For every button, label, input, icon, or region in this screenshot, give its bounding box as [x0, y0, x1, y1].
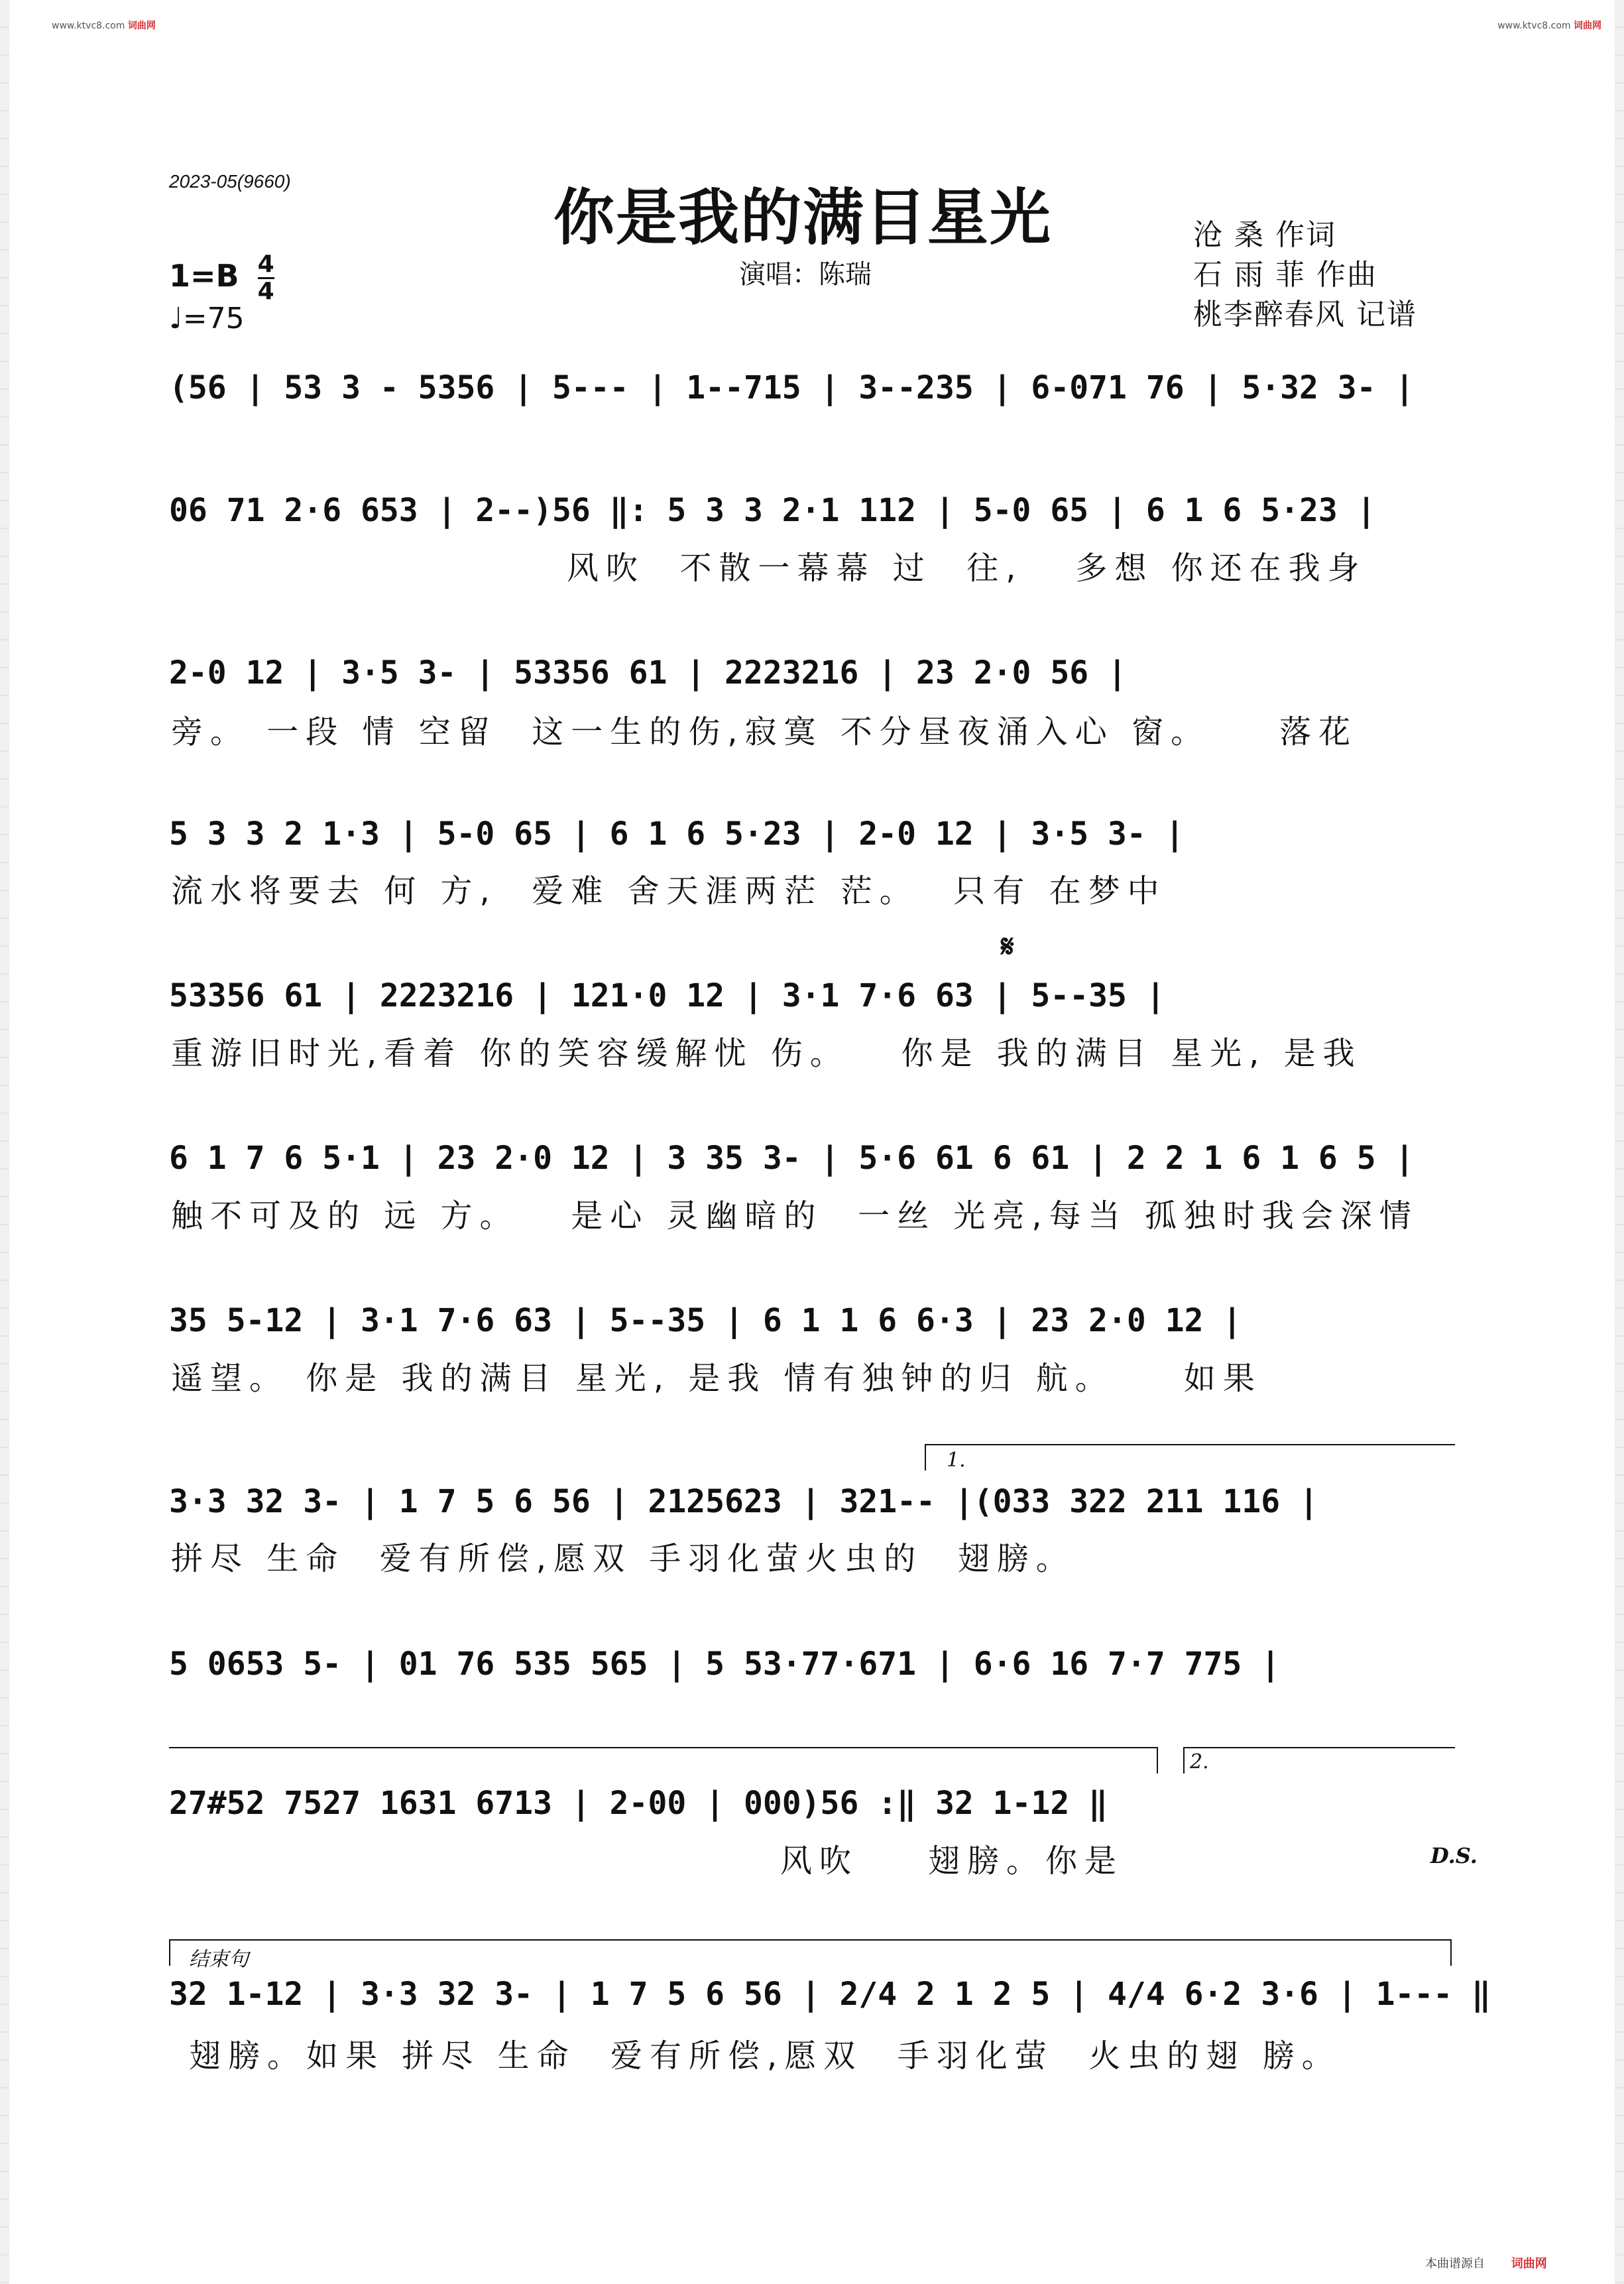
lyric-line: 重游旧时光,看着 你的笑容缓解忧 伤。 你是 我的满目 星光, 是我 [171, 1035, 1362, 1072]
coda-bracket-tick-right [1450, 1939, 1452, 1966]
footer-text: 本曲谱源自 [1425, 2257, 1485, 2271]
notation-row [169, 1638, 1452, 1691]
notation-row [169, 361, 1452, 414]
left-margin-strip [0, 0, 9, 2284]
time-top: 4 [257, 251, 274, 278]
notation-line: (56 | 53 3 - 5356 | 5--- | 1--715 | 3--235 | 6-071 76 | 5·32 3- | [169, 369, 1415, 406]
notation-row [169, 1475, 1452, 1528]
footer-brand: 词曲网 [1511, 2257, 1547, 2271]
coda-label: 结束句 [189, 1948, 249, 1971]
notation-row [169, 808, 1452, 861]
notation-line: 27#52 7527 1631 6713 | 2-00 | 000)56 :‖ 32 1-12 ‖ [169, 1785, 1108, 1822]
key-signature [169, 252, 274, 304]
second-ending-bracket [1183, 1747, 1455, 1748]
lyric-line: 风吹 不散一幕幕 过 往, 多想 你还在我身 [567, 550, 1367, 587]
site-brand: 词曲网 [1574, 21, 1601, 31]
first-ending-label: 1. [947, 1449, 966, 1472]
coda-bracket-tick-left [169, 1939, 170, 1966]
ds-marking: D.S. [1430, 1843, 1478, 1868]
corner-watermark-right [1497, 19, 1601, 32]
notation-line: 32 1-12 | 3·3 32 3- | 1 7 5 6 56 | 2/4 2 1 2 5 | 4/4 6·2 3·6 | 1--- ‖ [169, 1976, 1491, 2013]
notation-line: 2-0 12 | 3·5 3- | 53356 61 | 2223216 | 23 2·0 56 | [169, 654, 1127, 691]
first-ending-bracket [925, 1444, 1455, 1445]
notation-row [169, 1968, 1491, 2021]
second-ending-tick [1183, 1747, 1185, 1773]
time-bottom: 4 [257, 278, 274, 305]
site-url: www.ktvc8.com [1497, 21, 1571, 31]
notation-line: 5 3 3 2 1·3 | 5-0 65 | 6 1 6 5·23 | 2-0 12 | 3·5 3- | [169, 815, 1185, 853]
lyric-line: 风吹 翅膀。你是 [171, 1842, 1124, 1880]
notation-row [169, 1777, 1452, 1830]
score-code: 2023-05(9660) [169, 171, 291, 192]
segno-sign: 𝄋 [1001, 928, 1014, 964]
footer-source [1425, 2254, 1547, 2271]
first-ending-tick [925, 1444, 926, 1471]
credit-lyricist: 沧 桑 作词 [1193, 218, 1336, 252]
time-signature [258, 252, 274, 304]
credit-composer: 石 雨 菲 作曲 [1193, 258, 1377, 292]
notation-line: 5 0653 5- | 01 76 535 565 | 5 53·77·671 | 6·6 16 7·7 775 | [169, 1646, 1281, 1683]
lyric-line: 旁。 一段 情 空留 这一生的伤,寂寞 不分昼夜涌入心 窗。 落花 [171, 713, 1358, 751]
notation-row [169, 969, 1452, 1022]
lyric-line: 触不可及的 远 方。 是心 灵幽暗的 一丝 光亮,每当 孤独时我会深情 [171, 1197, 1419, 1234]
singer: 演唱：陈瑞 [739, 259, 872, 290]
site-brand: 词曲网 [127, 21, 156, 31]
lyric-line: 流水将要去 何 方, 爱难 舍天涯两茫 茫。 只有 在梦中 [171, 872, 1167, 910]
notation-line: 06 71 2·6 653 | 2--)56 ‖: 5 3 3 2·1 112 | 5-0 65 | 6 1 6 5·23 | [169, 492, 1376, 529]
repeat-bracket-tick [1157, 1747, 1158, 1773]
lyric-line: 遥望。 你是 我的满目 星光, 是我 情有独钟的归 航。 如果 [171, 1360, 1262, 1397]
credit-transcriber: 桃李醉春风 记谱 [1193, 298, 1417, 331]
tempo: ♩=75 [169, 302, 245, 335]
notation-line: 3·3 32 3- | 1 7 5 6 56 | 2125623 | 321-- |(033 322 211 116 | [169, 1483, 1318, 1520]
notation-row [169, 484, 1452, 537]
notation-line: 53356 61 | 2223216 | 121·0 12 | 3·1 7·6 63 | 5--35 | [169, 977, 1165, 1014]
notation-row [169, 1294, 1452, 1347]
site-url: www.ktvc8.com [52, 21, 125, 31]
notation-row [169, 646, 1452, 699]
notation-line: 35 5-12 | 3·1 7·6 63 | 5--35 | 6 1 1 6 6·3 | 23 2·0 12 | [169, 1302, 1242, 1339]
second-ending-label: 2. [1190, 1750, 1209, 1773]
notation-line: 6 1 7 6 5·1 | 23 2·0 12 | 3 35 3- | 5·6 61 6 61 | 2 2 1 6 1 6 5 | [169, 1140, 1415, 1177]
lyric-line: 翅膀。如果 拼尽 生命 爱有所偿,愿双 手羽化萤 火虫的翅 膀。 [189, 2037, 1341, 2074]
page-title: 你是我的满目星光 [553, 182, 1053, 253]
right-margin-strip [1615, 0, 1624, 2284]
notation-row [169, 1132, 1452, 1185]
lyric-line: 拼尽 生命 爱有所偿,愿双 手羽化萤火虫的 翅膀。 [171, 1540, 1075, 1577]
repeat-bracket [169, 1747, 1157, 1748]
corner-watermark-left [52, 19, 156, 32]
key-label: 1=B [169, 258, 239, 294]
coda-bracket [169, 1939, 1452, 1941]
